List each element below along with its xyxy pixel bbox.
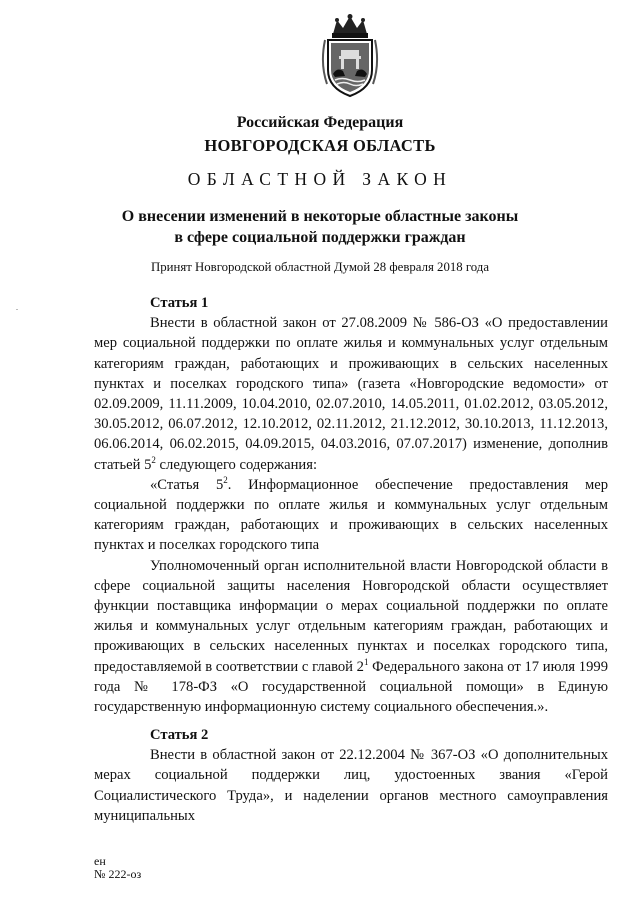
superscript: 1	[363, 656, 369, 667]
paragraph-text: Уполномоченный орган исполнительной власти Новгородской области в сфере социальной защиты населения Новгородской области осуществляет функции поставщика информации о мерах социальной поддержки по оплате жилья и коммунальных услуг отдельным категориям граждан, работающих и проживающих в сельских населенных пунктах и поселках городского типа, предоставляемой в соответствии с главой 2	[94, 557, 608, 675]
article-1-paragraph-2	[94, 475, 608, 556]
article-1-paragraph-3	[94, 556, 608, 718]
document-title-line-1: О внесении изменений в некоторые областные законы	[121, 208, 519, 225]
superscript: 2	[223, 474, 228, 485]
paragraph-text: следующего содержания:	[155, 456, 318, 473]
paragraph-text: Федерального закона от 17 июля 1999 года № 178-ФЗ «О государственной социальной помощи» в Единую государственную информационную систему социального обеспечения.».	[94, 658, 608, 716]
article-1-heading: Статья 1	[150, 295, 209, 311]
document-footer	[94, 855, 141, 881]
document-title-line-2: в сфере социальной поддержки граждан	[174, 229, 466, 246]
paragraph-text: . Информационное обеспечение предоставления мер социальной поддержки по оплате жилья и коммунальных услуг отдельным категориям граждан, работающих и проживающих в сельских населенных пунктах и поселках городского типа	[94, 476, 608, 554]
article-2-heading: Статья 2	[150, 727, 209, 743]
executor-initials: ен	[94, 854, 106, 868]
scan-mark	[16, 309, 18, 310]
region-name: НОВГОРОДСКАЯ ОБЛАСТЬ	[204, 136, 436, 155]
paragraph-text: Внести в областной закон от 27.08.2009 № 586-ОЗ «О предоставлении мер социальной поддержки по оплате жилья и коммунальных услуг отдельным категориям граждан, работающих и проживающих в сельских населенных пунктах и поселках городского типа» (газета «Новгородские ведомости» от 02.09.2009, 11.11.2009, 10.04.2010, 02.07.2010, 14.05.2011, 01.02.2012, 03.05.2012, 30.05.2012, 06.07.2012, 12.10.2012, 02.11.2012, 21.12.2012, 30.10.2013, 11.12.2013, 06.06.2014, 06.02.2015, 04.09.2015, 04.03.2016, 07.07.2017) изменение, дополнив статьей 5	[94, 315, 608, 473]
document-type: ОБЛАСТНОЙ ЗАКОН	[187, 169, 453, 189]
article-2	[94, 725, 608, 826]
coat-of-arms-icon	[319, 14, 381, 98]
paragraph-text: «Статья 5	[150, 476, 224, 493]
article-1-paragraph-1	[94, 313, 608, 475]
article-2-paragraph-1: Внести в областной закон от 22.12.2004 № 367-ОЗ «О дополнительных мерах социальной поддержки лиц, удостоенных звания «Герой Социалистического Труда», и наделении органов местного самоуправления муниципальных	[94, 747, 608, 824]
law-number: № 222-оз	[94, 867, 142, 881]
superscript: 2	[151, 454, 156, 465]
adoption-note: Принят Новгородской областной Думой 28 февраля 2018 года	[151, 260, 489, 274]
country-name: Российская Федерация	[236, 114, 404, 131]
article-1	[94, 293, 608, 717]
